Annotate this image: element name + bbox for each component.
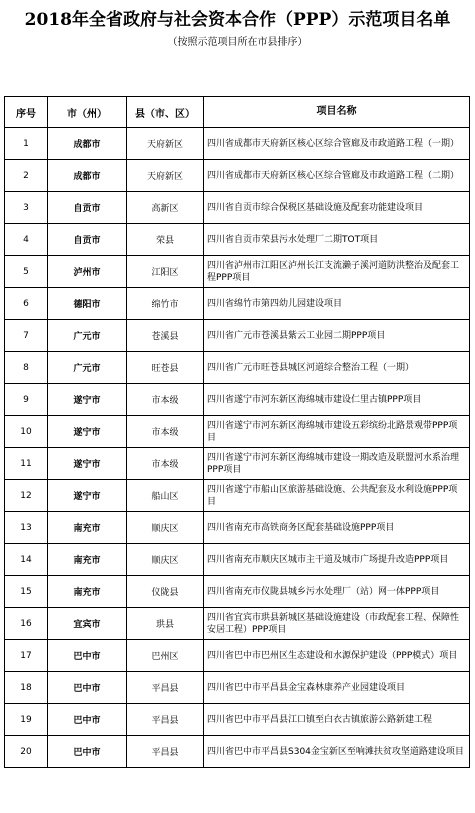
row-city: 成都市	[48, 128, 127, 160]
row-county: 市本级	[127, 416, 204, 448]
row-index: 12	[5, 480, 48, 512]
row-project-name: 四川省成都市天府新区核心区综合管廊及市政道路工程（二期）	[204, 160, 470, 192]
page-title: 2018年全省政府与社会资本合作（PPP）示范项目名单	[24, 10, 451, 30]
row-county: 巴州区	[127, 640, 204, 672]
row-county: 江阳区	[127, 256, 204, 288]
row-city: 遂宁市	[48, 480, 127, 512]
page-subtitle: （按照示范项目所在市县排序）	[167, 37, 308, 48]
row-index: 1	[5, 128, 48, 160]
row-project-name: 四川省广元市苍溪县紫云工业园二期PPP项目	[204, 320, 470, 352]
row-project-name: 四川省南充市高铁商务区配套基础设施PPP项目	[204, 512, 470, 544]
row-index: 17	[5, 640, 48, 672]
row-city: 遂宁市	[48, 416, 127, 448]
row-city: 巴中市	[48, 736, 127, 768]
row-project-name: 四川省宜宾市珙县新城区基础设施建设（市政配套工程、保障性安居工程）PPP项目	[204, 608, 470, 640]
row-project-name: 四川省巴中市平昌县金宝森林康养产业园建设项目	[204, 672, 470, 704]
row-index: 10	[5, 416, 48, 448]
row-county: 市本级	[127, 448, 204, 480]
row-project-name: 四川省自贡市综合保税区基础设施及配套功能建设项目	[204, 192, 470, 224]
row-city: 遂宁市	[48, 448, 127, 480]
table-row	[5, 544, 470, 576]
row-city: 泸州市	[48, 256, 127, 288]
row-county: 高新区	[127, 192, 204, 224]
table-row	[5, 224, 470, 256]
row-index: 13	[5, 512, 48, 544]
row-city: 南充市	[48, 576, 127, 608]
row-city: 自贡市	[48, 224, 127, 256]
row-county: 平昌县	[127, 672, 204, 704]
row-county: 旺苍县	[127, 352, 204, 384]
table-row	[5, 128, 470, 160]
row-city: 广元市	[48, 320, 127, 352]
table-row	[5, 608, 470, 640]
row-index: 15	[5, 576, 48, 608]
header-index: 序号	[5, 97, 48, 128]
row-county: 天府新区	[127, 128, 204, 160]
row-index: 20	[5, 736, 48, 768]
row-index: 2	[5, 160, 48, 192]
row-project-name: 四川省广元市旺苍县城区河道综合整治工程（一期）	[204, 352, 470, 384]
row-city: 南充市	[48, 544, 127, 576]
table-row	[5, 416, 470, 448]
table-row	[5, 448, 470, 480]
row-city: 南充市	[48, 512, 127, 544]
row-county: 市本级	[127, 384, 204, 416]
row-project-name: 四川省绵竹市第四幼儿园建设项目	[204, 288, 470, 320]
table-row	[5, 352, 470, 384]
row-county: 绵竹市	[127, 288, 204, 320]
row-index: 8	[5, 352, 48, 384]
table-row	[5, 576, 470, 608]
table-row	[5, 736, 470, 768]
row-index: 19	[5, 704, 48, 736]
row-project-name: 四川省遂宁市河东新区海绵城市建设仁里古镇PPP项目	[204, 384, 470, 416]
table-row	[5, 640, 470, 672]
table-row	[5, 288, 470, 320]
row-county: 天府新区	[127, 160, 204, 192]
row-index: 4	[5, 224, 48, 256]
row-city: 巴中市	[48, 640, 127, 672]
table-row	[5, 384, 470, 416]
row-index: 6	[5, 288, 48, 320]
table-row	[5, 672, 470, 704]
row-index: 7	[5, 320, 48, 352]
table-row	[5, 160, 470, 192]
row-city: 德阳市	[48, 288, 127, 320]
row-city: 自贡市	[48, 192, 127, 224]
table-row	[5, 704, 470, 736]
row-county: 船山区	[127, 480, 204, 512]
row-project-name: 四川省泸州市江阳区泸州长江支流濑子溪河道防洪整治及配套工程PPP项目	[204, 256, 470, 288]
row-county: 顺庆区	[127, 512, 204, 544]
table-row	[5, 192, 470, 224]
row-city: 巴中市	[48, 672, 127, 704]
row-index: 14	[5, 544, 48, 576]
row-county: 珙县	[127, 608, 204, 640]
project-table	[4, 96, 470, 768]
row-city: 广元市	[48, 352, 127, 384]
header-project-name: 项目名称	[204, 97, 470, 128]
row-project-name: 四川省成都市天府新区核心区综合管廊及市政道路工程（一期）	[204, 128, 470, 160]
row-index: 18	[5, 672, 48, 704]
table-row	[5, 256, 470, 288]
row-county: 平昌县	[127, 736, 204, 768]
row-project-name: 四川省遂宁市船山区旅游基础设施、公共配套及水利设施PPP项目	[204, 480, 470, 512]
row-county: 仪陇县	[127, 576, 204, 608]
row-project-name: 四川省巴中市平昌县S304金宝新区至响滩扶贫攻坚道路建设项目	[204, 736, 470, 768]
row-project-name: 四川省自贡市荣县污水处理厂二期TOT项目	[204, 224, 470, 256]
row-index: 16	[5, 608, 48, 640]
row-city: 宜宾市	[48, 608, 127, 640]
row-project-name: 四川省遂宁市河东新区海绵城市建设一期改造及联盟河水系治理PPP项目	[204, 448, 470, 480]
row-county: 苍溪县	[127, 320, 204, 352]
table-row	[5, 512, 470, 544]
row-project-name: 四川省遂宁市河东新区海绵城市建设五彩缤纷北路景观带PPP项目	[204, 416, 470, 448]
row-city: 巴中市	[48, 704, 127, 736]
table-row	[5, 320, 470, 352]
header-city: 市（州）	[48, 97, 127, 128]
row-city: 成都市	[48, 160, 127, 192]
row-index: 9	[5, 384, 48, 416]
row-county: 平昌县	[127, 704, 204, 736]
row-index: 11	[5, 448, 48, 480]
row-index: 3	[5, 192, 48, 224]
row-project-name: 四川省南充市仪陇县城乡污水处理厂（站）网一体PPP项目	[204, 576, 470, 608]
row-project-name: 四川省南充市顺庆区城市主干道及城市广场提升改造PPP项目	[204, 544, 470, 576]
row-county: 荣县	[127, 224, 204, 256]
row-project-name: 四川省巴中市平昌县江口镇至白衣古镇旅游公路新建工程	[204, 704, 470, 736]
header-row	[5, 97, 470, 128]
table-body	[5, 128, 470, 768]
row-county: 顺庆区	[127, 544, 204, 576]
row-city: 遂宁市	[48, 384, 127, 416]
row-index: 5	[5, 256, 48, 288]
row-project-name: 四川省巴中市巴州区生态建设和水源保护建设（PPP模式）项目	[204, 640, 470, 672]
table-row	[5, 480, 470, 512]
table-header	[5, 97, 470, 128]
header-county: 县（市、区）	[127, 97, 204, 128]
